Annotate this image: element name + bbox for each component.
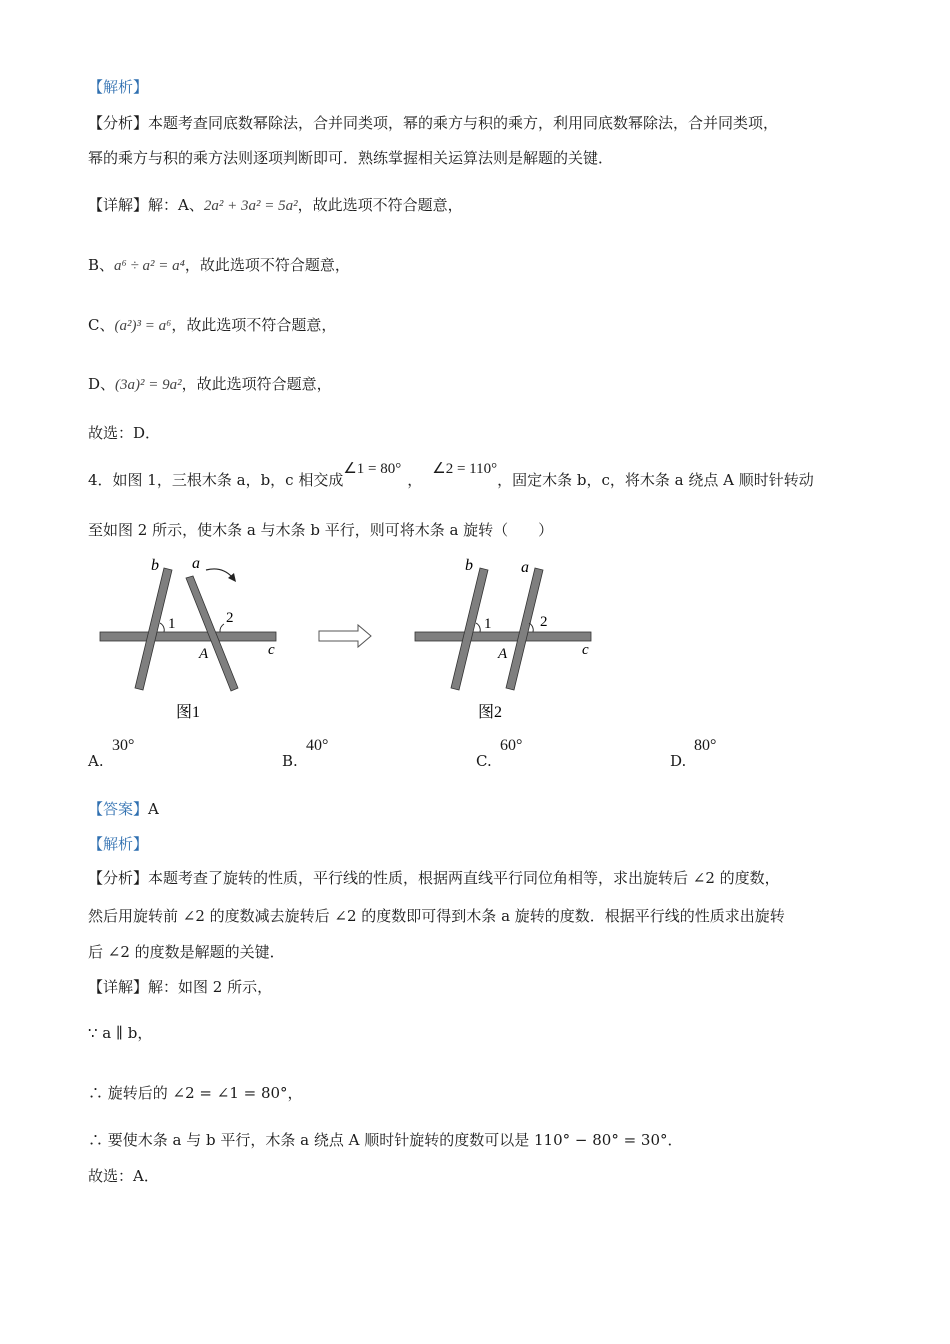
detail-option-c [88, 315, 336, 336]
figure-1 [100, 555, 276, 721]
fig1-label-c: c [268, 642, 275, 658]
fig1-stick-c [100, 632, 276, 641]
angle-2-value: ∠2 = 110° [432, 461, 498, 477]
analysis-line-3b: 后 ∠2 的度数是解题的关键． [88, 943, 285, 961]
analysis-line-2: 幂的乘方与积的乘方法则逐项判断即可．熟练掌握相关运算法则是解题的关键． [88, 149, 614, 167]
fig1-label-b: b [151, 557, 159, 574]
detail-label: 【详解】 [88, 978, 149, 996]
option-d-expression: (3a)² = 9a² [115, 377, 182, 393]
fig2-label-2: 2 [540, 614, 548, 630]
option-b-value: 40° [306, 737, 329, 754]
question-4-mid: ，固定木条 b，c，将木条 a 绕点 A 顺时针转动 [497, 471, 814, 489]
analysis-line-2b: 然后用旋转前 ∠2 的度数减去旋转后 ∠2 的度数即可得到木条 a 旋转的度数．根据平行线的性质求出旋转 [88, 907, 785, 925]
fig1-rotation-arrow [206, 569, 232, 577]
option-c-value: 60° [500, 737, 523, 754]
fig2-label-1: 1 [484, 616, 492, 632]
answer-line [88, 799, 159, 819]
detail-line-q4 [88, 977, 272, 997]
question-4-line-1 [88, 461, 814, 491]
fig1-label-a: a [192, 555, 200, 572]
option-b-prefix: B、 [88, 256, 115, 274]
angle-separator: ， [407, 471, 423, 489]
analysis-label: 【分析】 [88, 869, 149, 887]
detail-label: 【详解】 [88, 196, 149, 214]
therefore-line-1: ∴ 旋转后的 ∠2 = ∠1 = 80°， [88, 1084, 303, 1102]
option-d-prefix: D、 [88, 375, 116, 393]
analysis-paragraph-2 [88, 868, 780, 888]
fig1-caption: 图1 [176, 704, 201, 721]
analysis-paragraph-1 [88, 113, 778, 133]
fig1-angle-1-arc [160, 623, 164, 632]
choose-answer-1: 故选：D． [88, 424, 161, 442]
fig2-label-b: b [465, 557, 473, 574]
option-b-letter: B. [282, 752, 298, 770]
option-c-verdict: ，故此选项不符合题意， [171, 316, 337, 334]
fig2-label-a: a [521, 559, 529, 576]
fig1-label-A: A [199, 646, 209, 662]
therefore-line-2: ∴ 要使木条 a 与 b 平行，木条 a 绕点 A 顺时针旋转的度数可以是 110° − 80° = 30°． [88, 1131, 683, 1149]
detail-option-b [88, 255, 350, 276]
analysis-line: 本题考查同底数幂除法，合并同类项，幂的乘方与积的乘方，利用同底数幂除法，合并同类项， [148, 114, 779, 132]
option-c-prefix: C、 [88, 316, 115, 334]
fig2-label-c: c [582, 642, 589, 658]
option-b-verdict: ，故此选项不符合题意， [184, 256, 350, 274]
option-b-expression: a⁶ ÷ a² = a⁴ [114, 258, 185, 274]
detail-prefix: 解：A、 [148, 196, 204, 214]
fig2-caption: 图2 [478, 704, 503, 721]
choose-answer-2: 故选：A． [88, 1167, 159, 1185]
fig2-stick-b [451, 568, 488, 690]
fig2-angle-1-arc [476, 623, 480, 632]
option-c-expression: (a²)³ = a⁶ [114, 318, 172, 334]
figure-2 [415, 557, 591, 721]
detail-option-a [88, 195, 463, 216]
detail-option-d [88, 374, 332, 395]
detail-text: 解：如图 2 所示， [148, 978, 273, 996]
fig2-stick-a [506, 568, 543, 690]
analysis-line: 本题考查了旋转的性质，平行线的性质，根据两直线平行同位角相等，求出旋转后 ∠2 的度数， [148, 869, 780, 887]
fig2-stick-c [415, 632, 591, 641]
fig1-angle-2-arc [220, 624, 224, 632]
option-a-verdict: ，故此选项不符合题意， [297, 196, 463, 214]
jiexi-label-1: 【解析】 [88, 78, 149, 96]
jiexi-label-2: 【解析】 [88, 835, 149, 853]
option-d-verdict: ，故此选项符合题意， [181, 375, 332, 393]
fig2-label-A: A [498, 646, 508, 662]
answer-label: 【答案】 [88, 800, 149, 818]
angle-1-value: ∠1 = 80° [343, 461, 402, 477]
option-c-letter: C. [476, 752, 492, 770]
because-line: ∵ a ∥ b， [88, 1024, 153, 1042]
question-4-figure [0, 550, 950, 730]
option-a-value: 30° [112, 737, 135, 754]
analysis-label: 【分析】 [88, 114, 149, 132]
option-a-expression: 2a² + 3a² = 5a² [203, 198, 298, 214]
fig1-label-1: 1 [168, 616, 176, 632]
answer-value: A [148, 800, 159, 818]
fig1-stick-b [135, 568, 172, 690]
option-a-letter: A. [88, 752, 104, 770]
transition-arrow [319, 625, 371, 647]
question-4-line-2: 至如图 2 所示，使木条 a 与木条 b 平行，则可将木条 a 旋转（ ） [88, 521, 554, 539]
option-d-letter: D. [670, 752, 687, 770]
question-4-prefix: 4．如图 1，三根木条 a，b，c 相交成 [88, 471, 344, 489]
option-d-value: 80° [694, 737, 717, 754]
fig1-label-2: 2 [226, 610, 234, 626]
